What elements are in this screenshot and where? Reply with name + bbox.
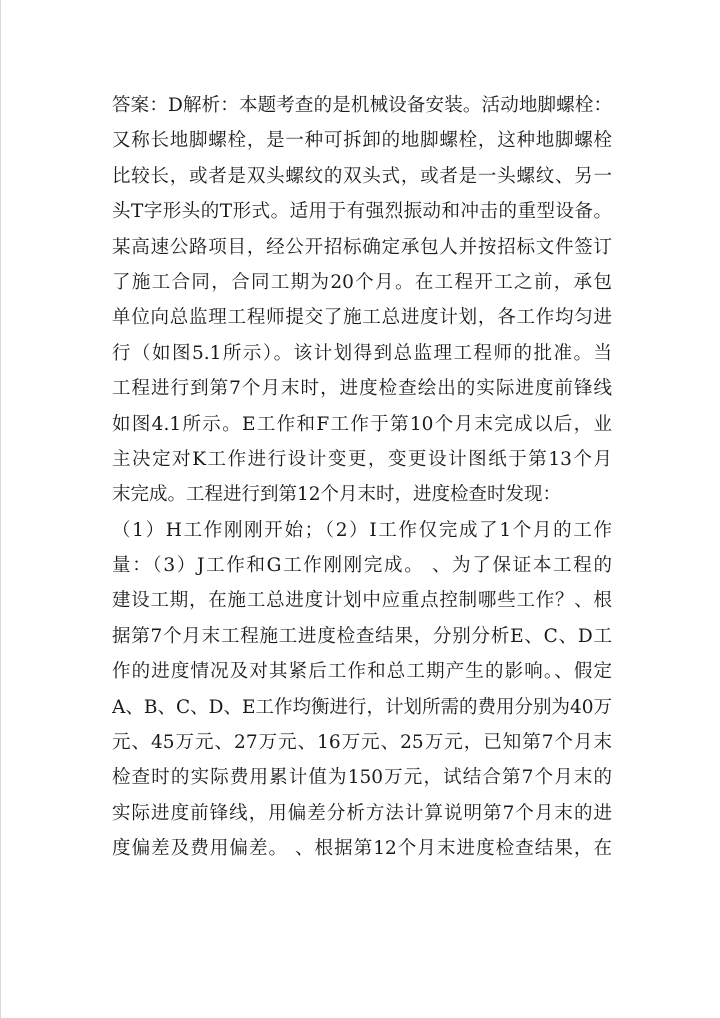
text-line: 工程进行到第7个月末时，进度检查绘出的实际进度前锋线	[112, 378, 612, 400]
text-line: 量：（3）J工作和G工作刚刚完成。 、为了保证本工程的	[112, 555, 612, 577]
text-line: 度偏差及费用偏差。 、根据第12个月末进度检查结果，在	[112, 838, 612, 860]
page-left-edge	[0, 0, 1, 1018]
text-line: 行（如图5.1所示）。该计划得到总监理工程师的批准。当	[112, 342, 612, 364]
text-line: 据第7个月末工程施工进度检查结果，分别分析E、C、D工	[112, 625, 612, 647]
text-line: 如图4.1所示。E工作和F工作于第10个月末完成以后，业	[112, 413, 612, 435]
text-line: 又称长地脚螺栓，是一种可拆卸的地脚螺栓，这种地脚螺栓	[112, 130, 612, 152]
text-line: 元、45万元、27万元、16万元、25万元，已知第7个月末	[112, 732, 612, 754]
text-line: 末完成。工程进行到第12个月末时，进度检查时发现：	[112, 484, 562, 506]
text-line: 单位向总监理工程师提交了施工总进度计划，各工作均匀进	[112, 307, 612, 329]
text-line: 检查时的实际费用累计值为150万元，试结合第7个月末的	[112, 767, 612, 789]
text-line: （1）H工作刚刚开始；（2）I工作仅完成了1个月的工作	[112, 519, 612, 541]
text-line: 主决定对K工作进行设计变更，变更设计图纸于第13个月	[112, 448, 612, 470]
text-line: 了施工合同，合同工期为20个月。在工程开工之前，承包	[112, 271, 612, 293]
text-line: 头T字形头的T形式。适用于有强烈振动和冲击的重型设备。	[112, 201, 612, 223]
body-text	[112, 88, 612, 867]
text-line: 某高速公路项目，经公开招标确定承包人并按招标文件签订	[112, 236, 612, 258]
text-line: 建设工期，在施工总进度计划中应重点控制哪些工作？、根	[112, 590, 612, 612]
text-line: 比较长，或者是双头螺纹的双头式，或者是一头螺纹、另一	[112, 165, 612, 187]
text-line: 实际进度前锋线，用偏差分析方法计算说明第7个月末的进	[112, 802, 612, 824]
text-line: 作的进度情况及对其紧后工作和总工期产生的影响。、假定	[112, 661, 612, 683]
text-line: A、B、C、D、E工作均衡进行，计划所需的费用分别为40万	[112, 696, 612, 718]
text-line: 答案：D解析：本题考查的是机械设备安装。活动地脚螺栓：	[112, 95, 612, 116]
